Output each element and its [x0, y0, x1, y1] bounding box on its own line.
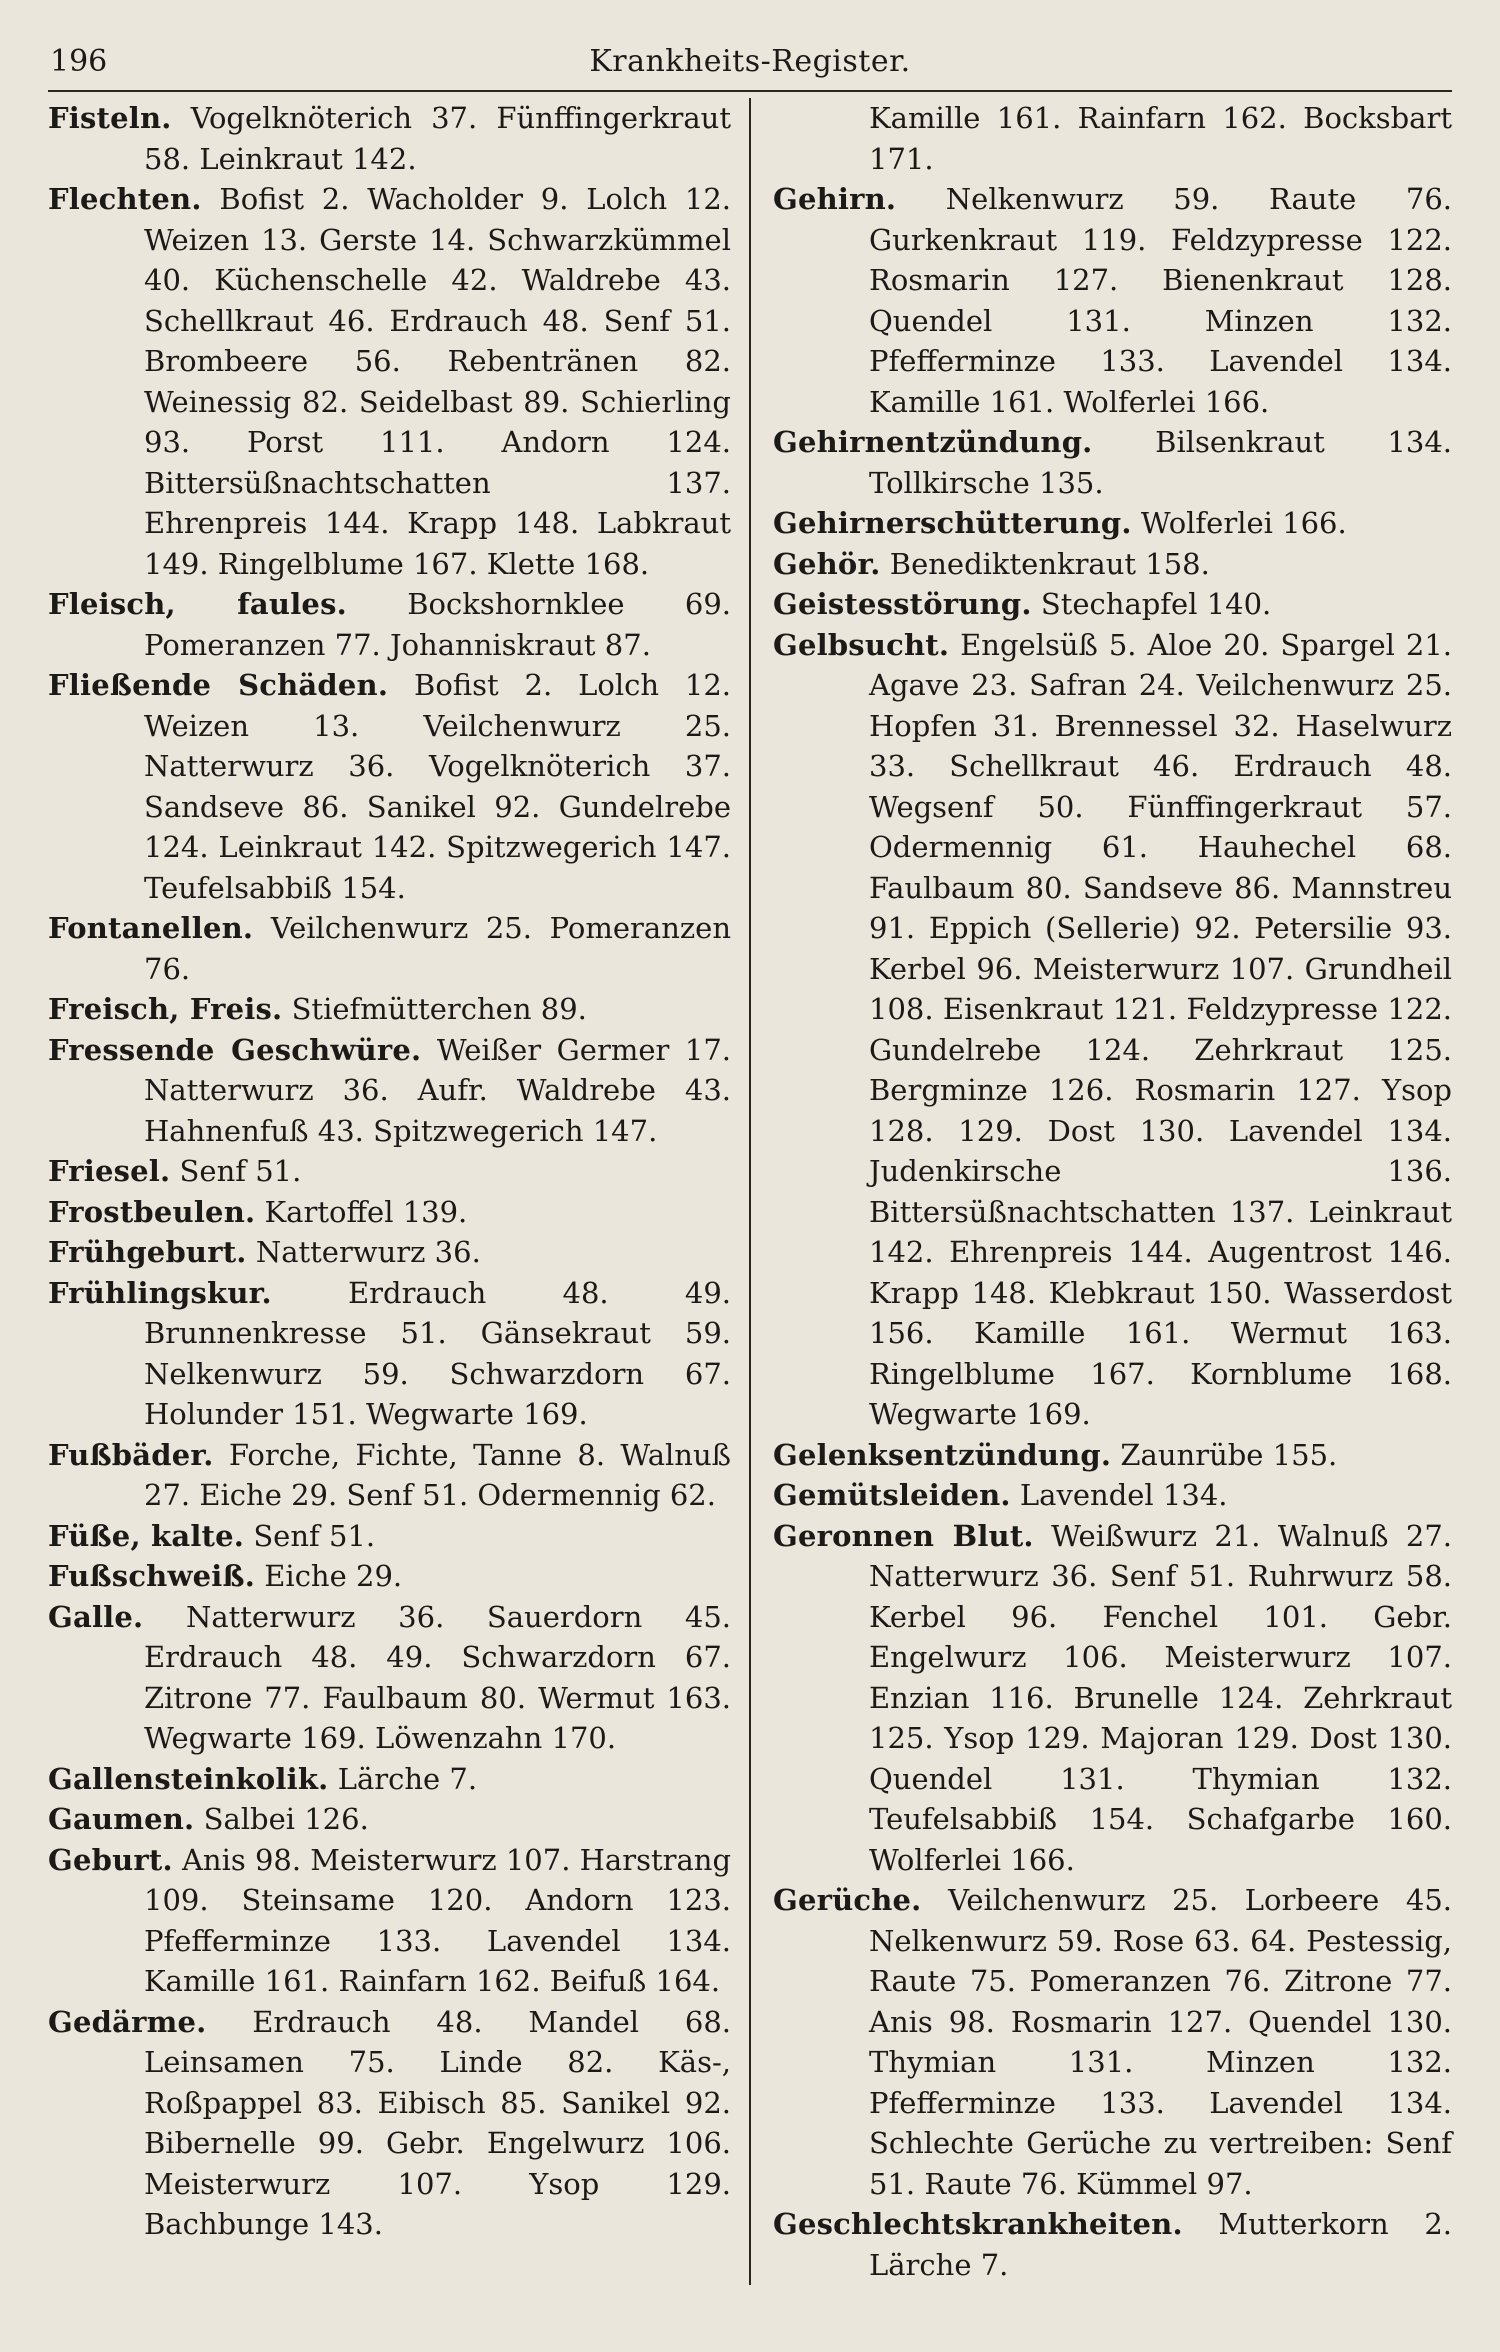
right-column: [751, 98, 1452, 2285]
entry-term: Geschlechtskrankheiten.: [773, 2207, 1183, 2241]
entry-term: Fleisch, faules.: [48, 587, 347, 621]
entry-references: Engelsüß 5. Aloe 20. Spargel 21. Agave 23. Safran 24. Veilchenwurz 25. Hopfen 31. Brennessel 32. Haselwurz 33. Schellkraut 46. Erdrauch 48. Wegsenf 50. Fünffingerkraut 57. Odermennig 61. Hauhechel 68. Faulbaum 80. Sandseve 86. Mannstreu 91. Eppich (Sellerie) 92. Petersilie 93. Kerbel 96. Meisterwurz 107. Grundheil 108. Eisenkraut 121. Feldzypresse 122. Gundelrebe 124. Zehrkraut 125. Bergminze 126. Rosmarin 127. Ysop 128. 129. Dost 130. Lavendel 134. Judenkirsche 136. Bittersüßnachtschatten 137. Leinkraut 142. Ehrenpreis 144. Augentrost 146. Krapp 148. Klebkraut 150. Wasserdost 156. Kamille 161. Wermut 163. Ringelblume 167. Kornblume 168. Wegwarte 169.: [869, 627, 1453, 1431]
index-entry: [773, 503, 1452, 544]
index-entry: [48, 1030, 731, 1152]
index-entry: [773, 422, 1452, 503]
index-entry: [773, 179, 1452, 422]
entry-references: Lavendel 134.: [1019, 1478, 1228, 1512]
entry-term: Fontanellen.: [48, 911, 254, 945]
index-entry: [773, 2204, 1452, 2285]
page-header: [48, 40, 1452, 92]
entry-term: Freisch, Freis.: [48, 992, 283, 1026]
index-columns: [48, 98, 1452, 2285]
index-entry: [48, 908, 731, 989]
entry-references: Kamille 161. Rainfarn 162. Bocksbart 171.: [869, 101, 1452, 176]
index-entry: [48, 2002, 731, 2245]
entry-references: Bofist 2. Wacholder 9. Lolch 12. Weizen 13. Gerste 14. Schwarzkümmel 40. Küchenschelle 42. Waldrebe 43. Schellkraut 46. Erdrauch 48. Senf 51. Brombeere 56. Rebentränen 82. Weinessig 82. Seidelbast 89. Schierling 93. Porst 111. Andorn 124. Bittersüßnachtschatten 137. Ehrenpreis 144. Krapp 148. Labkraut 149. Ringelblume 167. Klette 168.: [144, 182, 732, 581]
entry-term: Friesel.: [48, 1154, 171, 1188]
entry-references: Vogelknöterich 37. Fünffingerkraut 58. Leinkraut 142.: [144, 101, 732, 176]
page-number: 196: [50, 44, 108, 79]
entry-term: Frühgeburt.: [48, 1235, 247, 1269]
entry-term: Fußbäder.: [48, 1437, 214, 1472]
index-entry: [48, 179, 731, 584]
left-column: [48, 98, 749, 2285]
index-entry: [48, 1840, 731, 2002]
index-entry: [48, 989, 731, 1030]
entry-term: Gehirnentzündung.: [773, 425, 1093, 459]
index-entry: [773, 1435, 1452, 1476]
index-entry: [48, 1759, 731, 1800]
index-entry: [773, 625, 1452, 1435]
entry-term: Flechten.: [48, 182, 202, 216]
entry-term: Fisteln.: [48, 101, 172, 135]
entry-term: Gedärme.: [48, 2004, 207, 2039]
index-entry: [48, 1556, 731, 1597]
index-entry: [48, 1151, 731, 1192]
entry-term: Fließende Schäden.: [48, 668, 389, 702]
entry-term: Frostbeulen.: [48, 1194, 256, 1229]
entry-references: Natterwurz 36.: [255, 1235, 481, 1269]
running-head: Krankheits-Register.: [589, 44, 911, 79]
index-entry: [773, 1880, 1452, 2204]
entry-term: Gehör.: [773, 546, 881, 581]
index-entry: [773, 1516, 1452, 1881]
entry-references: Senf 51.: [253, 1518, 376, 1553]
index-entry: [48, 1192, 731, 1233]
entry-references: Weißwurz 21. Walnuß 27. Natterwurz 36. Senf 51. Ruhrwurz 58. Kerbel 96. Fenchel 101. Gebr. Engelwurz 106. Meisterwurz 107. Enzian 116. Brunelle 124. Zehrkraut 125. Ysop 129. Majoran 129. Dost 130. Quendel 131. Thymian 132. Teufelsabbiß 154. Schafgarbe 160. Wolferlei 166.: [869, 1518, 1452, 1877]
entry-term: Gallensteinkolik.: [48, 1761, 329, 1796]
entry-references: Veilchenwurz 25. Pomeranzen 76.: [144, 911, 732, 986]
entry-references: Mutterkorn 2. Lärche 7.: [869, 2207, 1452, 2282]
entry-references: Eiche 29.: [264, 1559, 403, 1593]
entry-references: Weißer Germer 17. Natterwurz 36. Aufr. Waldrebe 43. Hahnenfuß 43. Spitzwegerich 147.: [144, 1032, 731, 1148]
entry-references: Salbei 126.: [203, 1802, 369, 1836]
entry-references: Erdrauch 48. Mandel 68. Leinsamen 75. Linde 82. Käs-, Roßpappel 83. Eibisch 85. Sanikel 92. Bibernelle 99. Gebr. Engelwurz 106. Meisterwurz 107. Ysop 129. Bachbunge 143.: [144, 2004, 732, 2241]
entry-references: Natterwurz 36. Sauerdorn 45. Erdrauch 48. 49. Schwarzdorn 67. Zitrone 77. Faulbaum 80. Wermut 163. Wegwarte 169. Löwenzahn 170.: [144, 1599, 731, 1755]
entry-references: Stechapfel 140.: [1040, 587, 1272, 621]
entry-term: Gehirn.: [773, 182, 897, 216]
entry-term: Gelenksentzündung.: [773, 1437, 1112, 1472]
entry-references: Kartoffel 139.: [264, 1194, 468, 1229]
entry-term: Gehirnerschütterung.: [773, 506, 1132, 540]
index-entry: [48, 665, 731, 908]
entry-term: Gelbsucht.: [773, 627, 950, 662]
entry-references: Senf 51.: [179, 1154, 302, 1188]
entry-references: Wolferlei 166.: [1140, 506, 1347, 540]
index-entry: [48, 1597, 731, 1759]
index-entry: [48, 1273, 731, 1435]
entry-references: Anis 98. Meisterwurz 107. Harstrang 109. Steinsame 120. Andorn 123. Pfefferminze 133. Lavendel 134. Kamille 161. Rainfarn 162. Beifuß 164.: [144, 1842, 732, 1998]
entry-references: Nelkenwurz 59. Raute 76. Gurkenkraut 119. Feldzypresse 122. Rosmarin 127. Bienenkraut 128. Quendel 131. Minzen 132. Pfefferminze 133. Lavendel 134. Kamille 161. Wolferlei 166.: [869, 182, 1452, 419]
index-entry: [773, 98, 1452, 179]
entry-references: Forche, Fichte, Tanne 8. Walnuß 27. Eiche 29. Senf 51. Odermennig 62.: [144, 1437, 732, 1512]
entry-term: Geburt.: [48, 1842, 173, 1877]
entry-term: Geronnen Blut.: [773, 1518, 1034, 1553]
entry-references: Zaunrübe 155.: [1120, 1437, 1338, 1472]
index-entry: [48, 1435, 731, 1516]
index-entry: [48, 1516, 731, 1557]
entry-term: Gaumen.: [48, 1802, 195, 1836]
index-entry: [48, 1799, 731, 1840]
entry-term: Fußschweiß.: [48, 1559, 256, 1593]
entry-references: Bilsenkraut 134. Tollkirsche 135.: [869, 425, 1452, 500]
entry-references: Benediktenkraut 158.: [889, 546, 1210, 581]
index-entry: [773, 584, 1452, 625]
entry-term: Geistesstörung.: [773, 587, 1032, 621]
entry-references: Lärche 7.: [337, 1761, 478, 1796]
entry-references: Erdrauch 48. 49. Brunnenkresse 51. Gänsekraut 59. Nelkenwurz 59. Schwarzdorn 67. Holunder 151. Wegwarte 169.: [144, 1275, 731, 1431]
index-entry: [48, 584, 731, 665]
entry-term: Füße, kalte.: [48, 1518, 245, 1553]
entry-references: Stiefmütterchen 89.: [291, 992, 587, 1026]
entry-term: Gemütsleiden.: [773, 1478, 1011, 1512]
entry-term: Frühlingskur.: [48, 1275, 272, 1310]
entry-references: Bofist 2. Lolch 12. Weizen 13. Veilchenwurz 25. Natterwurz 36. Vogelknöterich 37. Sandseve 86. Sanikel 92. Gundelrebe 124. Leinkraut 142. Spitzwegerich 147. Teufelsabbiß 154.: [144, 668, 732, 905]
index-entry: [773, 1475, 1452, 1516]
entry-term: Fressende Geschwüre.: [48, 1032, 422, 1067]
entry-term: Galle.: [48, 1599, 144, 1634]
index-entry: [48, 1232, 731, 1273]
entry-references: Veilchenwurz 25. Lorbeere 45. Nelkenwurz 59. Rose 63. 64. Pestessig, Raute 75. Pomeranzen 76. Zitrone 77. Anis 98. Rosmarin 127. Quendel 130. Thymian 131. Minzen 132. Pfefferminze 133. Lavendel 134. Schlechte Gerüche zu vertreiben: Senf 51. Raute 76. Kümmel 97.: [869, 1883, 1453, 2201]
index-entry: [48, 98, 731, 179]
index-entry: [773, 544, 1452, 585]
entry-term: Gerüche.: [773, 1883, 922, 1917]
entry-references: Bockshornklee 69. Pomeranzen 77. Johanniskraut 87.: [144, 587, 732, 662]
